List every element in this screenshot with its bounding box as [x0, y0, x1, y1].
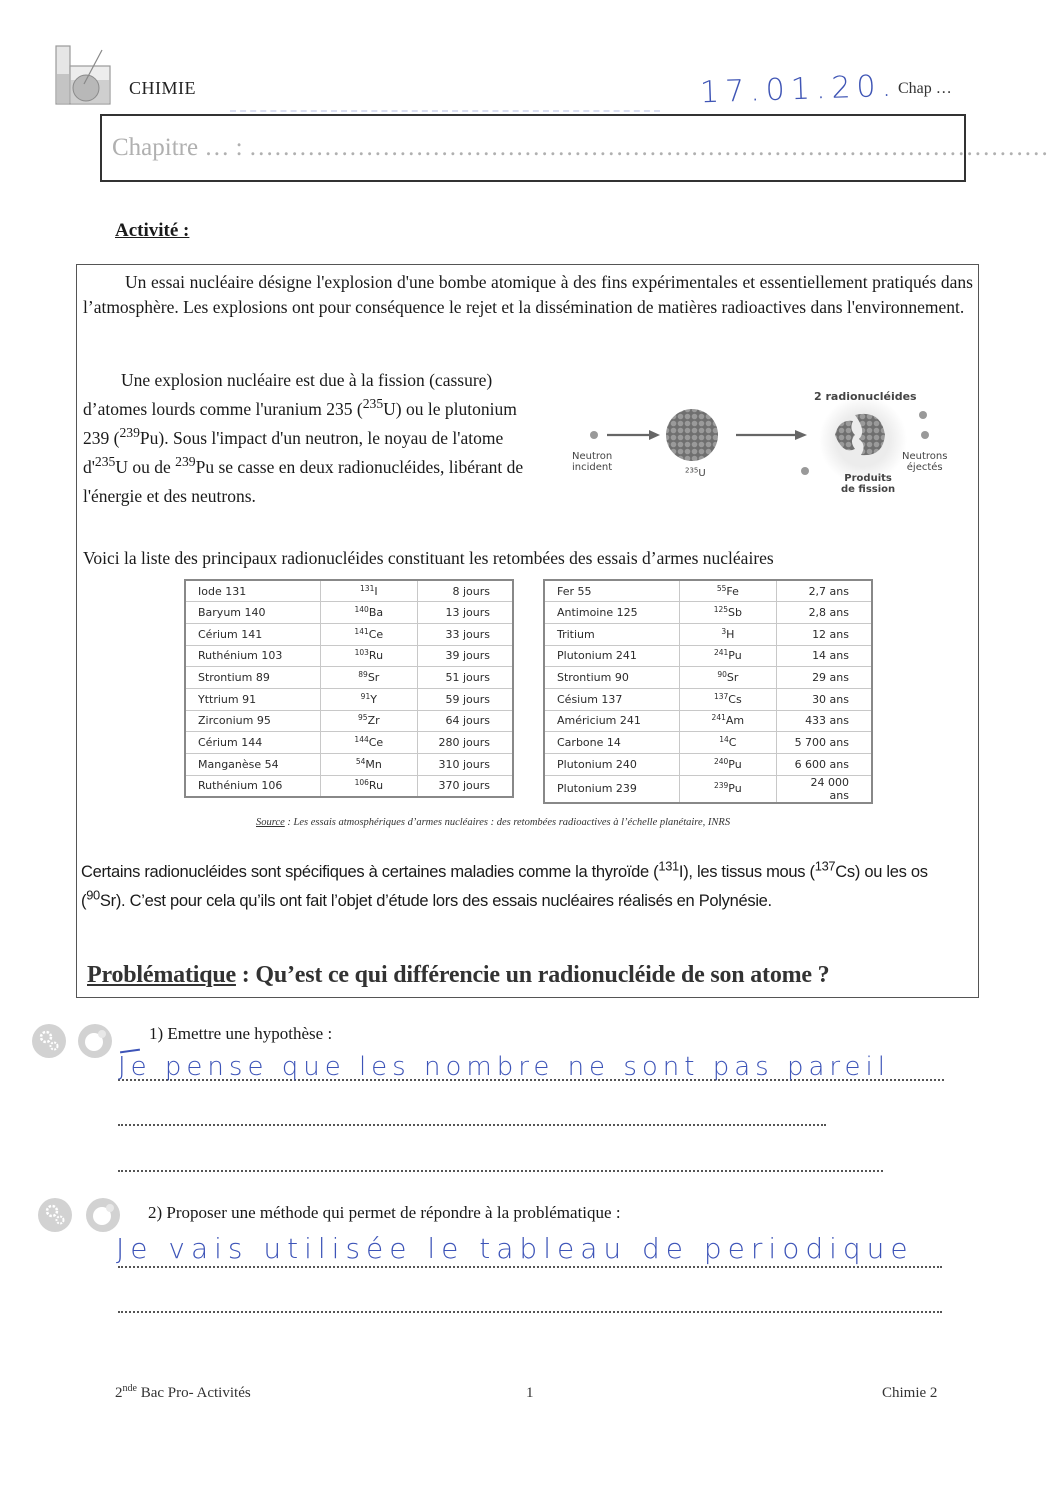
nuclide-symbol: $^{91}$Y	[320, 688, 417, 710]
nuclide-name: Cérium 144	[185, 732, 320, 754]
nuclide-name: Antimoine 125	[544, 602, 679, 624]
table-row	[544, 775, 872, 803]
table-row	[185, 602, 513, 624]
gear-icon	[38, 1198, 72, 1232]
table-row	[544, 732, 872, 754]
arrow-icon	[607, 430, 660, 440]
table-row	[185, 732, 513, 754]
table-row	[544, 602, 872, 624]
answer-line[interactable]	[118, 1311, 942, 1313]
question-2-label: 2) Proposer une méthode qui permet de répondre à la problématique :	[148, 1203, 621, 1222]
radionuclides-table-short	[184, 579, 514, 798]
chapter-title-placeholder: Chapitre … : ……………………………………………………………………………………	[112, 134, 1049, 161]
incident-neutron-icon	[590, 431, 598, 439]
nuclide-name: Yttrium 91	[185, 688, 320, 710]
nuclide-name: Américium 241	[544, 710, 679, 732]
nuclide-symbol: $^{137}$Cs	[679, 688, 776, 710]
ejected-neutron-icon	[801, 467, 809, 475]
half-life: 30 ans	[776, 688, 872, 710]
nuclide-name: Tritium	[544, 623, 679, 645]
chapter-number: Chap …	[898, 80, 952, 97]
subject-title: CHIMIE	[129, 78, 196, 98]
speech-bubble-icon	[86, 1198, 120, 1232]
nuclide-symbol: $^{14}$C	[679, 732, 776, 754]
answer-line[interactable]	[118, 1266, 942, 1268]
half-life: 64 jours	[417, 710, 513, 732]
table-row	[544, 710, 872, 732]
nuclide-symbol: $^{54}$Mn	[320, 754, 417, 776]
nuclide-symbol: $^{239}$Pu	[679, 775, 776, 803]
nuclide-name: Césium 137	[544, 688, 679, 710]
nuclide-name: Plutonium 239	[544, 775, 679, 803]
nuclide-name: Cérium 141	[185, 623, 320, 645]
nuclide-symbol: $^3$H	[679, 623, 776, 645]
table-row	[185, 710, 513, 732]
nuclide-name: Plutonium 241	[544, 645, 679, 667]
half-life: 310 jours	[417, 754, 513, 776]
question-1-answer: Je pense que les nombre ne sont pas pareil	[118, 1052, 890, 1082]
nuclide-name: Plutonium 240	[544, 754, 679, 776]
nuclide-name: Zirconium 95	[185, 710, 320, 732]
half-life: 12 ans	[776, 623, 872, 645]
table-row	[544, 645, 872, 667]
nuclide-symbol: $^{103}$Ru	[320, 645, 417, 667]
fission-paragraph: Une explosion nucléaire est due à la fission (cassure) d’atomes lourds comme l'uranium 235 ($^{235}$U) ou le plutonium 239 ($^{239}$Pu). Sous l'impact d'un neutron, le noyau de l'atome $d'^{235}U$ ou de $^{239}$Pu se casse en deux radionucléides, libérant de l'énergie et des neutrons.	[83, 370, 524, 506]
nuclide-symbol: $^{125}$Sb	[679, 602, 776, 624]
nuclide-name: Ruthénium 106	[185, 775, 320, 797]
ejected-neutron-icon	[919, 411, 927, 419]
table-row	[185, 580, 513, 602]
handwritten-date: 17.01.20.	[699, 68, 898, 111]
answer-line[interactable]	[118, 1124, 826, 1126]
diseases-paragraph: Certains radionucléides sont spécifiques à certaines maladies comme la thyroïde ($^{131}$I), les tissus mous ($^{137}$Cs) ou les os ($^{90}$Sr). C’est pour cela qu’ils ont fait l’objet d’étude lors des essais nucléaires réalisés en Polynésie.	[81, 858, 928, 910]
ejected-neutron-icon	[921, 431, 929, 439]
nuclide-name: Baryum 140	[185, 602, 320, 624]
ejected-neutrons-label: Neutrons éjectés	[902, 451, 948, 473]
nuclide-name: Iode 131	[185, 580, 320, 602]
nuclide-name: Manganèse 54	[185, 754, 320, 776]
half-life: 433 ans	[776, 710, 872, 732]
table-row	[544, 688, 872, 710]
nuclide-symbol: $^{106}$Ru	[320, 775, 417, 797]
table-row	[544, 580, 872, 602]
radionuclides-table-long	[543, 579, 873, 804]
half-life: 14 ans	[776, 645, 872, 667]
intro-paragraph: Un essai nucléaire désigne l'explosion d'une bombe atomique à des fins expérimentales et essentiellement pratiqués dans l’atmosphère. Les explosions ont pour conséquence le rejet et la dissémination de matières radioactives dans l'environnement.	[83, 272, 973, 317]
chemistry-logo-icon	[52, 44, 122, 108]
question-2-answer: Je vais utilisée le tableau de periodique	[116, 1232, 914, 1265]
nuclide-symbol: $^{241}$Am	[679, 710, 776, 732]
half-life: 8 jours	[417, 580, 513, 602]
half-life: 13 jours	[417, 602, 513, 624]
half-life: 59 jours	[417, 688, 513, 710]
activity-heading: Activité :	[115, 220, 190, 241]
nuclide-name: Fer 55	[544, 580, 679, 602]
neutron-incident-label: Neutron incident	[572, 451, 613, 473]
nuclide-name: Strontium 89	[185, 667, 320, 689]
half-life: 5 700 ans	[776, 732, 872, 754]
nuclide-symbol: $^{95}$Zr	[320, 710, 417, 732]
table-row	[185, 645, 513, 667]
gear-icon	[32, 1024, 66, 1058]
nuclide-symbol: $^{140}$Ba	[320, 602, 417, 624]
nuclide-symbol: $^{241}$Pu	[679, 645, 776, 667]
table-row	[544, 754, 872, 776]
arrow-icon	[736, 430, 807, 440]
nuclide-name: Ruthénium 103	[185, 645, 320, 667]
fission-diagram	[565, 385, 965, 505]
half-life: 51 jours	[417, 667, 513, 689]
nuclide-symbol: $^{55}$Fe	[679, 580, 776, 602]
question-1-label: 1) Emettre une hypothèse :	[149, 1024, 333, 1043]
uranium-label: $^{235}$U	[685, 466, 706, 479]
half-life: 2,8 ans	[776, 602, 872, 624]
fission-products-label: Produits de fission	[841, 473, 896, 495]
half-life: 24 000 ans	[776, 775, 872, 803]
nuclide-symbol: $^{141}$Ce	[320, 623, 417, 645]
table-row	[544, 667, 872, 689]
nuclide-name: Strontium 90	[544, 667, 679, 689]
nuclide-symbol: $^{144}$Ce	[320, 732, 417, 754]
footer-course: Chimie 2	[882, 1385, 938, 1401]
table-row	[185, 775, 513, 797]
table-row	[185, 667, 513, 689]
table-row	[185, 754, 513, 776]
nuclide-symbol: $^{240}$Pu	[679, 754, 776, 776]
page-number: 1	[526, 1385, 534, 1401]
nuclide-symbol: $^{89}$Sr	[320, 667, 417, 689]
problem-statement: Problématique : Qu’est ce qui différencie un radionucléide de son atome ?	[87, 962, 830, 988]
half-life: 370 jours	[417, 775, 513, 797]
uranium-nucleus-icon	[666, 409, 718, 461]
products-title: 2 radionucléides	[814, 390, 917, 403]
half-life: 39 jours	[417, 645, 513, 667]
half-life: 29 ans	[776, 667, 872, 689]
footer-class: 2nde Bac Pro- Activités	[115, 1383, 251, 1401]
nuclide-symbol: $^{90}$Sr	[679, 667, 776, 689]
nuclide-name: Carbone 14	[544, 732, 679, 754]
answer-line[interactable]	[118, 1170, 883, 1172]
table-row	[544, 623, 872, 645]
table-row	[185, 688, 513, 710]
half-life: 33 jours	[417, 623, 513, 645]
half-life: 6 600 ans	[776, 754, 872, 776]
half-life: 280 jours	[417, 732, 513, 754]
list-intro: Voici la liste des principaux radionucléides constituant les retombées des essais d’armes nucléaires	[83, 548, 774, 568]
table-row	[185, 623, 513, 645]
nuclide-symbol: $^{131}$I	[320, 580, 417, 602]
speech-bubble-icon	[78, 1024, 112, 1058]
source-citation: Source : Les essais atmosphériques d’armes nucléaires : des retombées radioactives à l’échelle planétaire, INRS	[256, 817, 731, 828]
half-life: 2,7 ans	[776, 580, 872, 602]
